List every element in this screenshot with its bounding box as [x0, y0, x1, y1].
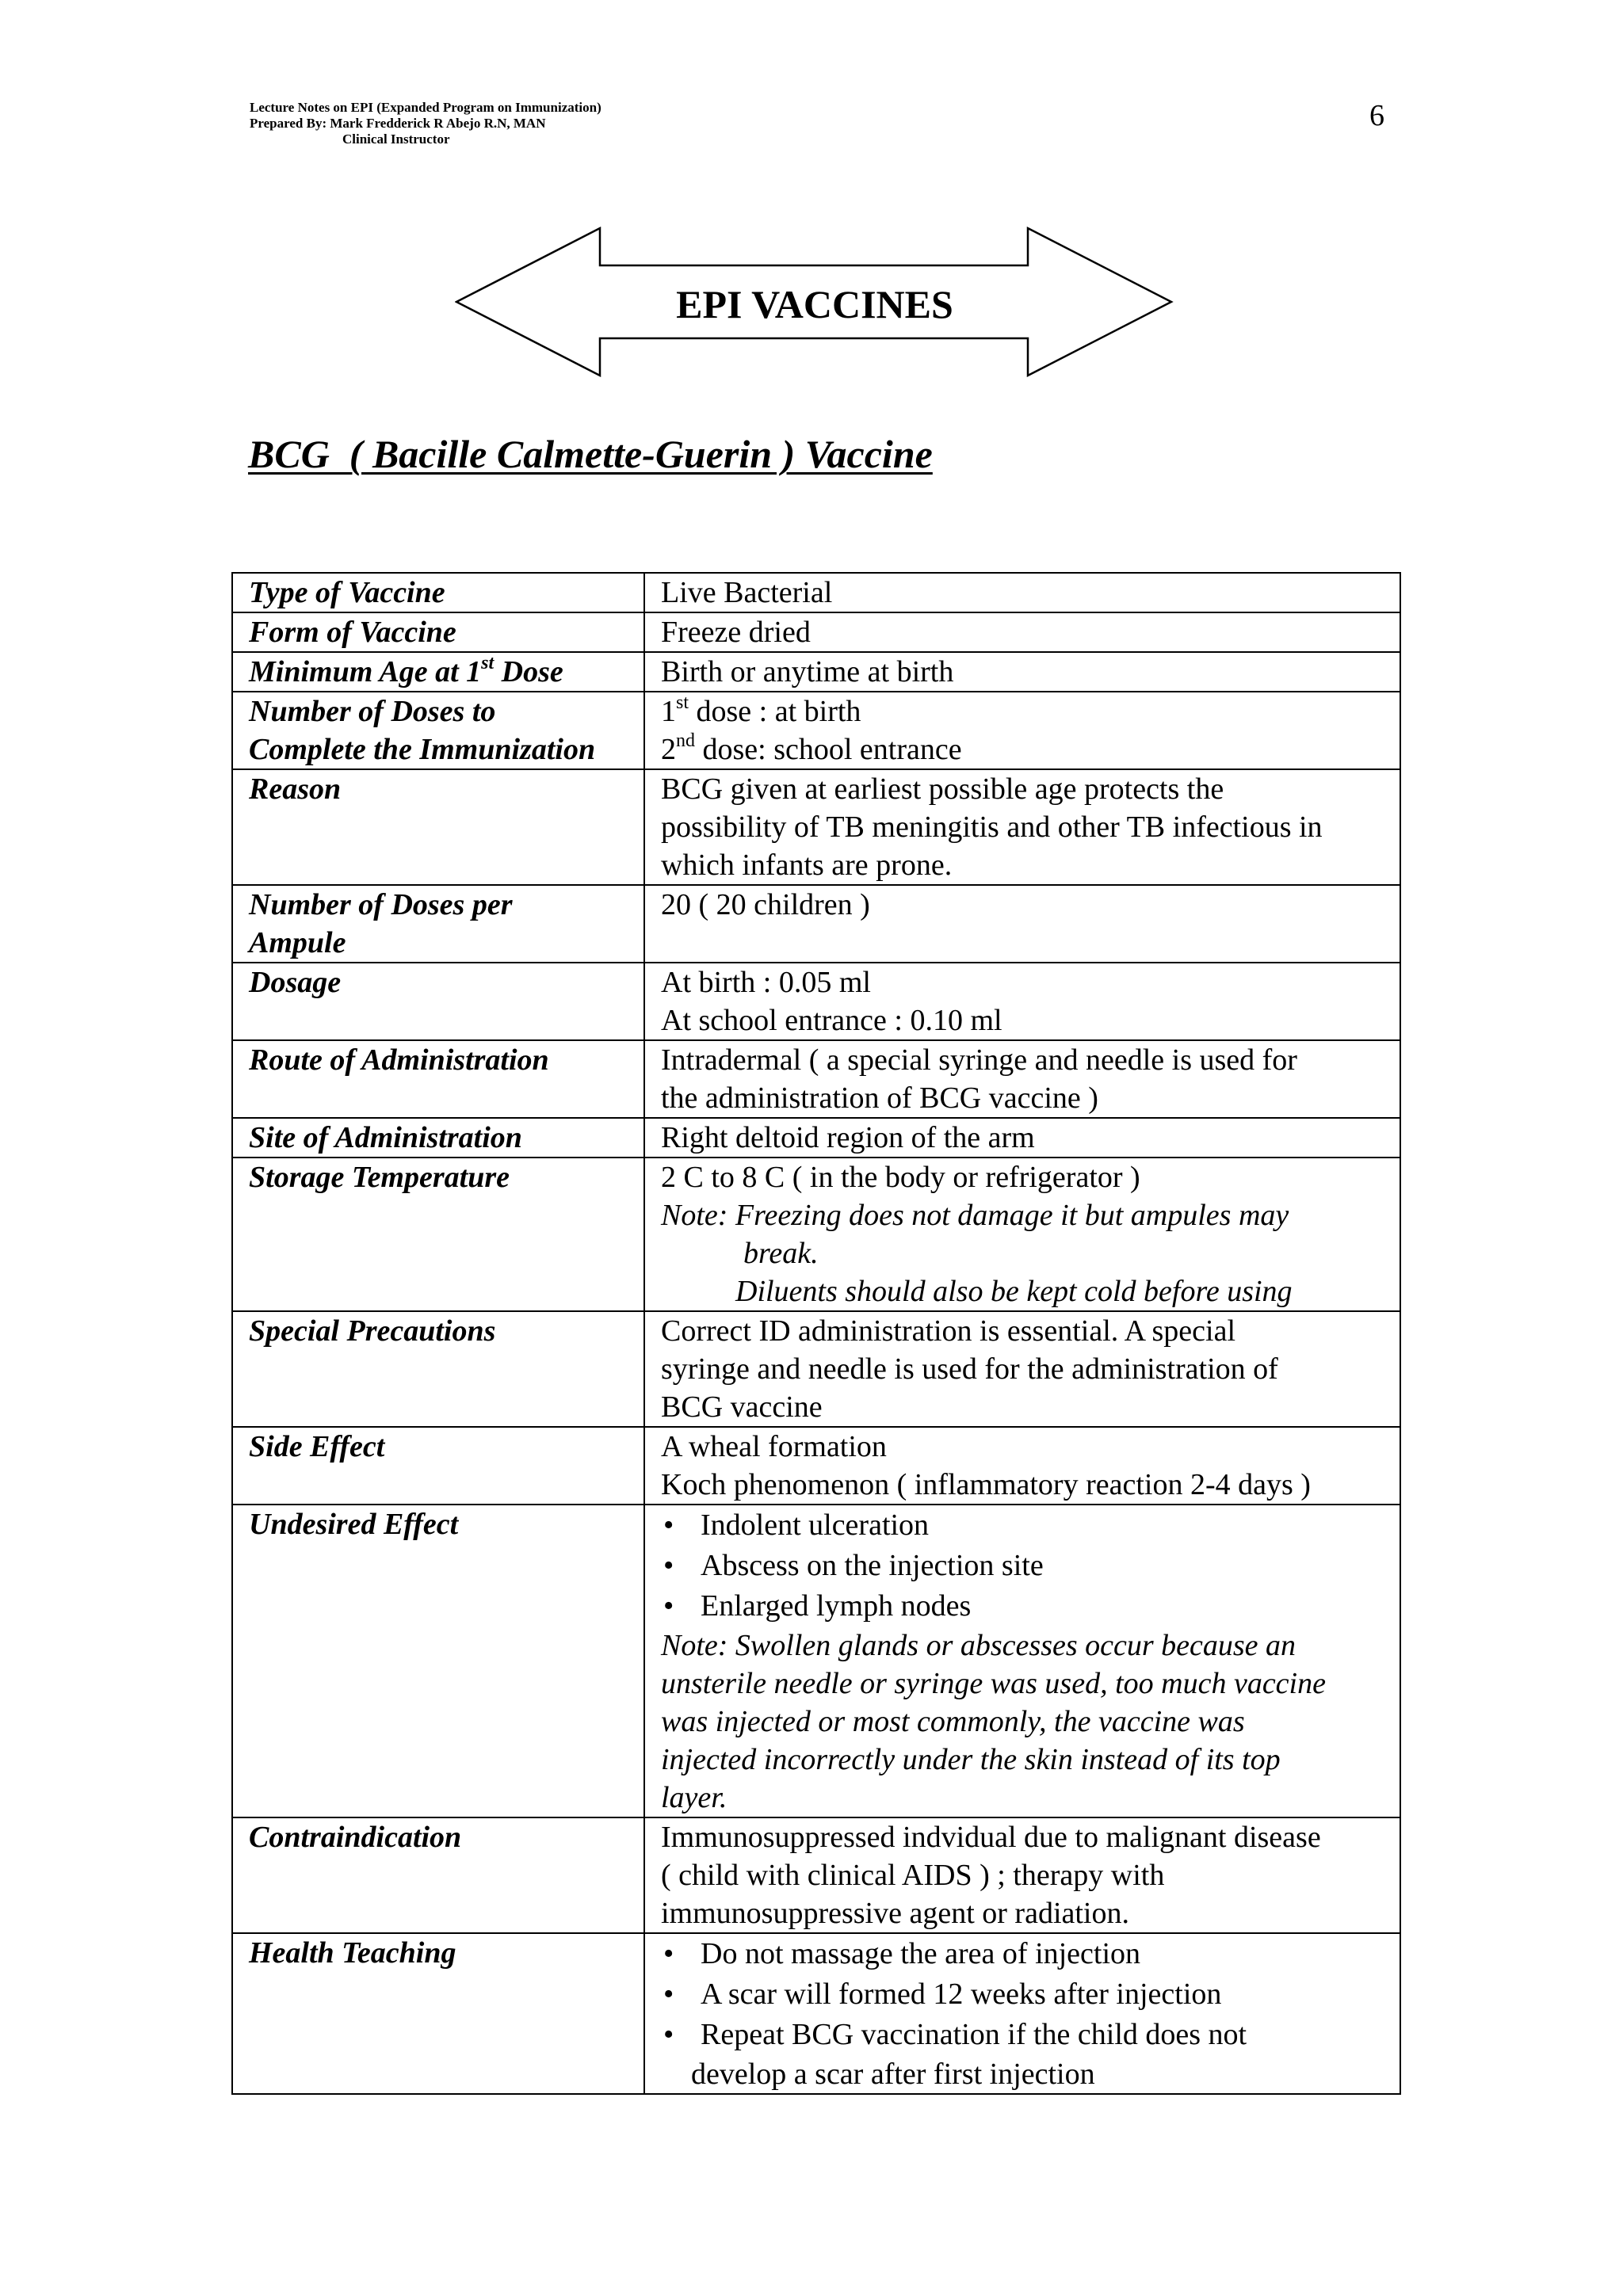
- row-label: Dosage: [232, 963, 644, 1040]
- list-item: • Repeat BCG vaccination if the child does not: [661, 2015, 1393, 2055]
- table-row-health-teaching: [232, 1933, 1400, 2094]
- table-row-route: [232, 1040, 1400, 1118]
- row-label: Minimum Age at 1st Dose: [232, 652, 644, 692]
- row-label: Undesired Effect: [232, 1505, 644, 1817]
- section-title: BCG ( Bacille Calmette-Guerin ) Vaccine: [248, 432, 933, 476]
- row-value: At birth : 0.05 ml At school entrance : 0.10 ml: [644, 963, 1400, 1040]
- row-label: Type of Vaccine: [232, 573, 644, 612]
- row-value: Correct ID administration is essential. A special syringe and needle is used for the administration of BCG vaccine: [644, 1311, 1400, 1427]
- row-value: Birth or anytime at birth: [644, 652, 1400, 692]
- row-value: • Do not massage the area of injection • A scar will formed 12 weeks after injection • Repeat BCG vaccination if the child does not develop a scar after first injection: [644, 1933, 1400, 2094]
- table-row-minimum-age: [232, 652, 1400, 692]
- row-value: 20 ( 20 children ): [644, 885, 1400, 963]
- table-row-side-effect: [232, 1427, 1400, 1505]
- row-label: Side Effect: [232, 1427, 644, 1505]
- row-label: Site of Administration: [232, 1118, 644, 1158]
- list-item: • Abscess on the injection site: [661, 1546, 1393, 1586]
- list-item: • Enlarged lymph nodes: [661, 1586, 1393, 1627]
- table-row-number-of-doses: [232, 692, 1400, 769]
- row-label: Health Teaching: [232, 1933, 644, 2094]
- table-row-special-precautions: [232, 1311, 1400, 1427]
- row-label: Contraindication: [232, 1817, 644, 1933]
- table-row-undesired-effect: [232, 1505, 1400, 1817]
- row-label: Route of Administration: [232, 1040, 644, 1118]
- list-item: • Do not massage the area of injection: [661, 1934, 1393, 1974]
- header-line-1: Lecture Notes on EPI (Expanded Program on Immunization): [250, 100, 601, 115]
- row-value: Live Bacterial: [644, 573, 1400, 612]
- row-label: Storage Temperature: [232, 1158, 644, 1311]
- table-row-doses-per-ampule: [232, 885, 1400, 963]
- table-row-dosage: [232, 963, 1400, 1040]
- title-banner: [455, 227, 1174, 377]
- page-number: 6: [1369, 99, 1384, 132]
- table-row-site: [232, 1118, 1400, 1158]
- row-label: Form of Vaccine: [232, 612, 644, 652]
- row-value: 1st dose : at birth 2nd dose: school entrance: [644, 692, 1400, 769]
- list-item: • A scar will formed 12 weeks after injection: [661, 1974, 1393, 2015]
- row-value: Immunosuppressed indvidual due to malignant disease ( child with clinical AIDS ) ; therapy with immunosuppressive agent or radiation.: [644, 1817, 1400, 1933]
- document-header: [250, 100, 601, 147]
- table-row-form: [232, 612, 1400, 652]
- row-label: Number of Doses per Ampule: [232, 885, 644, 963]
- row-label: Special Precautions: [232, 1311, 644, 1427]
- row-value: 2 C to 8 C ( in the body or refrigerator ) Note: Freezing does not damage it but ampules may break. Diluents should also be kept cold before using: [644, 1158, 1400, 1311]
- vaccine-info-table: [231, 572, 1401, 2095]
- row-value: Freeze dried: [644, 612, 1400, 652]
- table-row-storage: [232, 1158, 1400, 1311]
- list-item: • Indolent ulceration: [661, 1505, 1393, 1546]
- row-label: Reason: [232, 769, 644, 885]
- table-row-contraindication: [232, 1817, 1400, 1933]
- row-value: Right deltoid region of the arm: [644, 1118, 1400, 1158]
- table-row-type: [232, 573, 1400, 612]
- table-row-reason: [232, 769, 1400, 885]
- row-label: Number of Doses to Complete the Immunization: [232, 692, 644, 769]
- row-value: A wheal formation Koch phenomenon ( inflammatory reaction 2-4 days ): [644, 1427, 1400, 1505]
- header-line-2: Prepared By: Mark Fredderick R Abejo R.N, MAN: [250, 116, 546, 131]
- row-value: • Indolent ulceration • Abscess on the injection site • Enlarged lymph nodes Note: Swollen glands or abscesses occur because an unsterile needle or syringe was used, too much vaccine was injected or most commonly, the vaccine was injected incorrectly under the skin instead of its top layer.: [644, 1505, 1400, 1817]
- row-value: BCG given at earliest possible age protects the possibility of TB meningitis and other TB infectious in which infants are prone.: [644, 769, 1400, 885]
- header-line-3: Clinical Instructor: [342, 132, 450, 147]
- banner-title: EPI VACCINES: [676, 282, 953, 326]
- row-value: Intradermal ( a special syringe and needle is used for the administration of BCG vaccine ): [644, 1040, 1400, 1118]
